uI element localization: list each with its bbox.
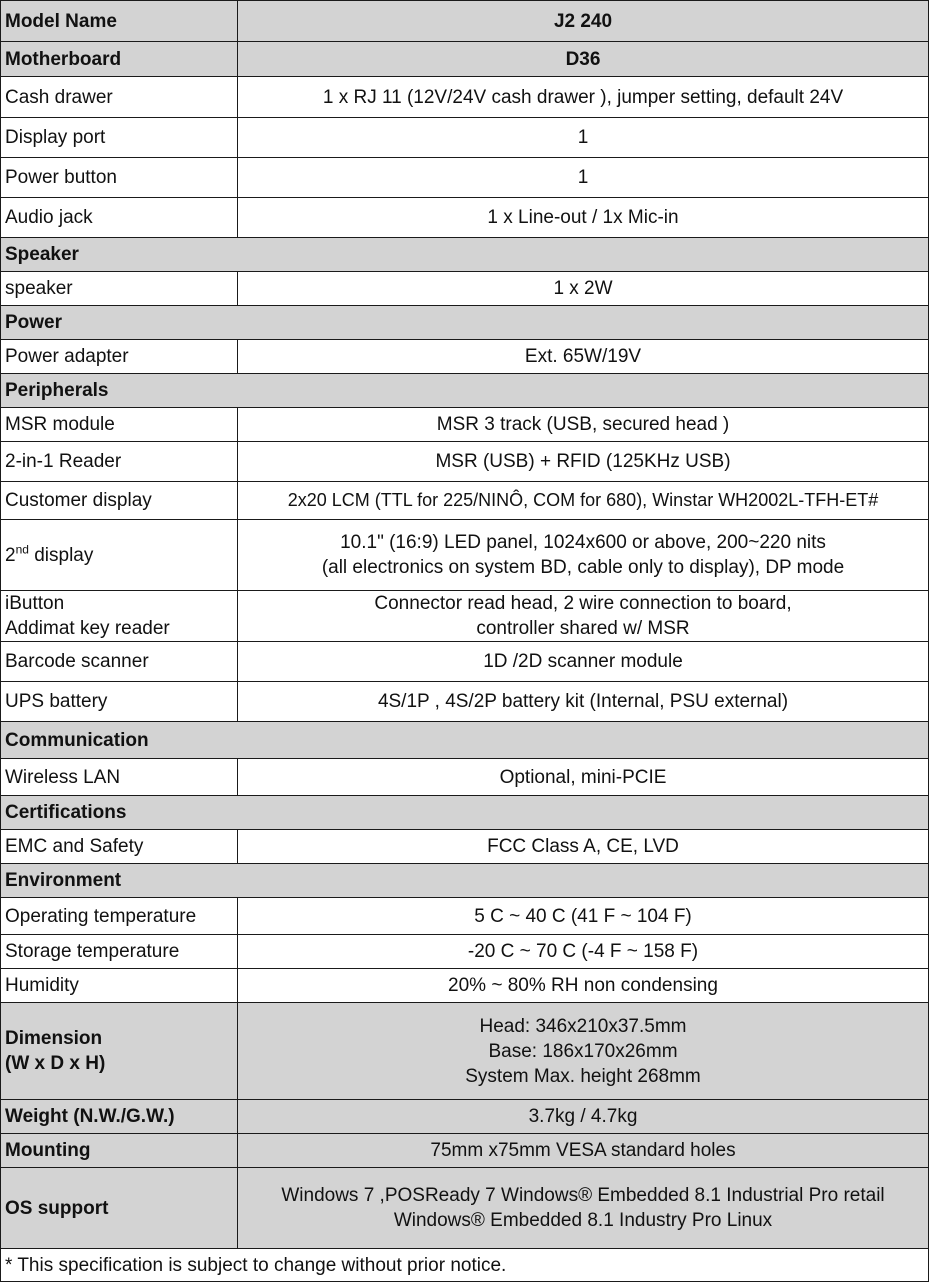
- mounting-row: [1, 1134, 929, 1168]
- table-row: [1, 158, 929, 198]
- value-line: Base: 186x170x26mm: [488, 1040, 678, 1062]
- table-row: [1, 520, 929, 591]
- power-adapter-value: Ext. 65W/19V: [238, 340, 929, 374]
- section-peripherals: [1, 374, 929, 408]
- table-row: [1, 591, 929, 642]
- footnote-row: [1, 1249, 929, 1282]
- table-row: [1, 118, 929, 158]
- table-row: [1, 340, 929, 374]
- section-certifications: [1, 796, 929, 830]
- ups-label: UPS battery: [1, 682, 238, 722]
- customer-display-value: 2x20 LCM (TTL for 225/NINÔ, COM for 680), Winstar WH2002L-TFH-ET#: [238, 482, 929, 520]
- humidity-value: 20% ~ 80% RH non condensing: [238, 969, 929, 1003]
- label-line: iButton: [5, 593, 65, 614]
- table-row: [1, 272, 929, 306]
- table-row: [1, 442, 929, 482]
- display-port-value: 1: [238, 118, 929, 158]
- section-speaker: [1, 238, 929, 272]
- second-display-value: [238, 520, 929, 591]
- model-value: J2 240: [238, 1, 929, 42]
- table-row: [1, 830, 929, 864]
- msr-label: MSR module: [1, 408, 238, 442]
- section-title: Speaker: [1, 238, 929, 272]
- customer-display-label: Customer display: [1, 482, 238, 520]
- power-button-label: Power button: [1, 158, 238, 198]
- os-value: [238, 1168, 929, 1249]
- value-line: 10.1" (16:9) LED panel, 1024x600 or above, 200~220 nits: [340, 532, 826, 553]
- operating-temp-label: Operating temperature: [1, 898, 238, 935]
- section-title: Power: [1, 306, 929, 340]
- barcode-label: Barcode scanner: [1, 642, 238, 682]
- value-line: controller shared w/ MSR: [476, 618, 690, 639]
- table-row: [1, 198, 929, 238]
- section-title: Environment: [1, 864, 929, 898]
- power-button-value: 1: [238, 158, 929, 198]
- operating-temp-value: 5 C ~ 40 C (41 F ~ 104 F): [238, 898, 929, 935]
- value-line: Head: 346x210x37.5mm: [479, 1015, 687, 1037]
- table-row: [1, 77, 929, 118]
- label-line: (W x D x H): [5, 1053, 106, 1074]
- wlan-value: Optional, mini-PCIE: [238, 759, 929, 796]
- value-line: Windows® Embedded 8.1 Industry Pro Linux: [393, 1210, 773, 1231]
- mounting-label: Mounting: [1, 1134, 238, 1168]
- power-adapter-label: Power adapter: [1, 340, 238, 374]
- model-row: [1, 1, 929, 42]
- reader-value: MSR (USB) + RFID (125KHz USB): [238, 442, 929, 482]
- cash-drawer-value: 1 x RJ 11 (12V/24V cash drawer ), jumper setting, default 24V: [238, 77, 929, 118]
- section-environment: [1, 864, 929, 898]
- speaker-value: 1 x 2W: [238, 272, 929, 306]
- value-line: Connector read head, 2 wire connection to board,: [374, 593, 792, 614]
- motherboard-label: Motherboard: [1, 42, 238, 77]
- table-row: [1, 682, 929, 722]
- emc-label: EMC and Safety: [1, 830, 238, 864]
- audio-jack-label: Audio jack: [1, 198, 238, 238]
- second-display-num: 2: [5, 544, 16, 566]
- cash-drawer-label: Cash drawer: [1, 77, 238, 118]
- dimension-value: [238, 1003, 929, 1100]
- second-display-text: display: [28, 544, 94, 566]
- value-line: System Max. height 268mm: [465, 1065, 701, 1087]
- mounting-value: 75mm x75mm VESA standard holes: [238, 1134, 929, 1168]
- reader-label: 2-in-1 Reader: [1, 442, 238, 482]
- table-row: [1, 482, 929, 520]
- dimension-label: [1, 1003, 238, 1100]
- weight-label: Weight (N.W./G.W.): [1, 1100, 238, 1134]
- label-line: Dimension: [5, 1028, 103, 1049]
- weight-value: 3.7kg / 4.7kg: [238, 1100, 929, 1134]
- table-row: [1, 759, 929, 796]
- display-port-label: Display port: [1, 118, 238, 158]
- section-communication: [1, 722, 929, 759]
- table-row: [1, 898, 929, 935]
- ibutton-value: [238, 591, 929, 642]
- speaker-label: speaker: [1, 272, 238, 306]
- os-label: OS support: [1, 1168, 238, 1249]
- second-display-sup: nd: [15, 542, 29, 557]
- humidity-label: Humidity: [1, 969, 238, 1003]
- msr-value: MSR 3 track (USB, secured head ): [238, 408, 929, 442]
- ups-value: 4S/1P , 4S/2P battery kit (Internal, PSU external): [238, 682, 929, 722]
- motherboard-row: [1, 42, 929, 77]
- ibutton-label: [1, 591, 238, 642]
- emc-value: FCC Class A, CE, LVD: [238, 830, 929, 864]
- section-power: [1, 306, 929, 340]
- wlan-label: Wireless LAN: [1, 759, 238, 796]
- storage-temp-label: Storage temperature: [1, 935, 238, 969]
- motherboard-value: D36: [238, 42, 929, 77]
- table-row: [1, 935, 929, 969]
- label-line: Addimat key reader: [5, 618, 170, 639]
- dimension-row: [1, 1003, 929, 1100]
- footnote: * This specification is subject to change without prior notice.: [1, 1249, 929, 1282]
- second-display-label: [1, 520, 238, 591]
- section-title: Communication: [1, 722, 929, 759]
- barcode-value: 1D /2D scanner module: [238, 642, 929, 682]
- table-row: [1, 408, 929, 442]
- table-row: [1, 642, 929, 682]
- storage-temp-value: -20 C ~ 70 C (-4 F ~ 158 F): [238, 935, 929, 969]
- value-line: (all electronics on system BD, cable only to display), DP mode: [321, 557, 845, 578]
- audio-jack-value: 1 x Line-out / 1x Mic-in: [238, 198, 929, 238]
- model-label: Model Name: [1, 1, 238, 42]
- value-line: Windows 7 ,POSReady 7 Windows® Embedded 8.1 Industrial Pro retail: [281, 1185, 885, 1206]
- weight-row: [1, 1100, 929, 1134]
- section-title: Peripherals: [1, 374, 929, 408]
- section-title: Certifications: [1, 796, 929, 830]
- table-row: [1, 969, 929, 1003]
- os-row: [1, 1168, 929, 1249]
